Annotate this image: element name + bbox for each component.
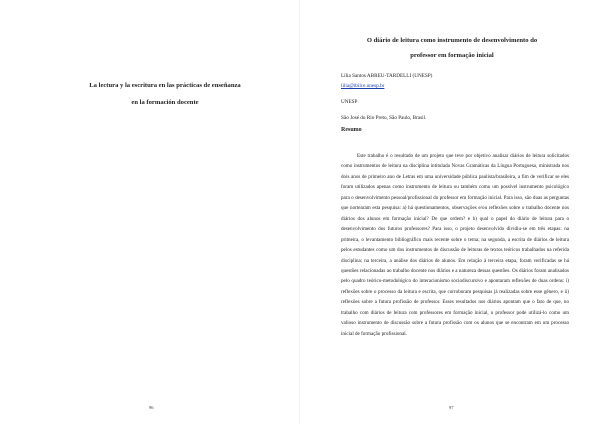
author-name: Lília Santos ABREU-TARDELLI (UNESP) bbox=[341, 73, 433, 79]
author-block bbox=[341, 71, 561, 123]
right-page-title bbox=[337, 33, 567, 63]
left-title-line-2: en la formación docente bbox=[131, 99, 199, 106]
right-page-number: 97 bbox=[449, 405, 454, 410]
abstract-heading: Resumo bbox=[341, 127, 362, 133]
right-title-line-1: O diário de leitura como instrumento de desenvolvimento do bbox=[366, 37, 538, 44]
author-email-link[interactable]: lilia@ibilce.unesp.br bbox=[341, 83, 385, 89]
left-page-title bbox=[50, 77, 280, 111]
author-institution: UNESP bbox=[341, 99, 358, 105]
left-title-line-1: La lectura y la escritura en las prácticas de enseñanza bbox=[89, 82, 241, 89]
right-title-line-2: professor em formação inicial bbox=[410, 52, 494, 59]
abstract-body bbox=[341, 151, 569, 339]
author-location: São José do Rio Preto, São Paulo, Brasil. bbox=[341, 115, 427, 121]
abstract-paragraph: Este trabalho é o resultado de um projeto que teve por objetivo analisar diários de leitura solicitados como instrumentos de leitura na disciplina intitulada Novas Gramáticas da Língua Portuguesa, ministrada nos dois anos de primeiro ano de Letras em uma universidade pública paulista/brasileira, a fim de verificar se eles foram utilizados apenas como instrumento de leitura ou também como um possível instrumento psicológico para o desenvolvimento pessoal/profissional do professor em formação inicial. Para isso, são duas as perguntas que nortearam esta pesquisa: a) há questionamentos, observações e/ou reflexões sobre o trabalho docente nos diários dos alunos em formação inicial? De que ordem? e b) qual o papel do diário de leitura para o desenvolvimento dos futuros professores? Para isso, o projeto desenvolvido dividiu-se em três etapas: na primeira, o levantamento bibliográfico mais recente sobre o tema; na segunda, a escrita de diários de leitura pelos estudantes como um dos instrumentos de discussão de leituras de textos teóricos trabalhados na referida disciplina; na terceira, a análise dos diários de alunos. Em relação à terceira etapa, foram verificadas se há questões relacionadas ao trabalho docente nos diários e a natureza dessas questões. Os diários foram analisados pelo quadro teórico-metodológico do interacionismo sociodiscursivo e apontaram reflexões de duas ordens: i) reflexões sobre o processo da leitura e escrita, que corroboram pesquisas já realizadas sobre esse gênero, e ii) reflexões sobre a futura profissão de professor. Esses resultados nos diários apontam que o fato de que, no trabalho com diários de leitura com professores em formação inicial, o professor pode utilizá-lo como um valioso instrumento de discussão sobre a futura profissão com os alunos que se encontram em um processo inicial de formação profissional. bbox=[341, 153, 569, 337]
left-page-number: 96 bbox=[149, 405, 154, 410]
